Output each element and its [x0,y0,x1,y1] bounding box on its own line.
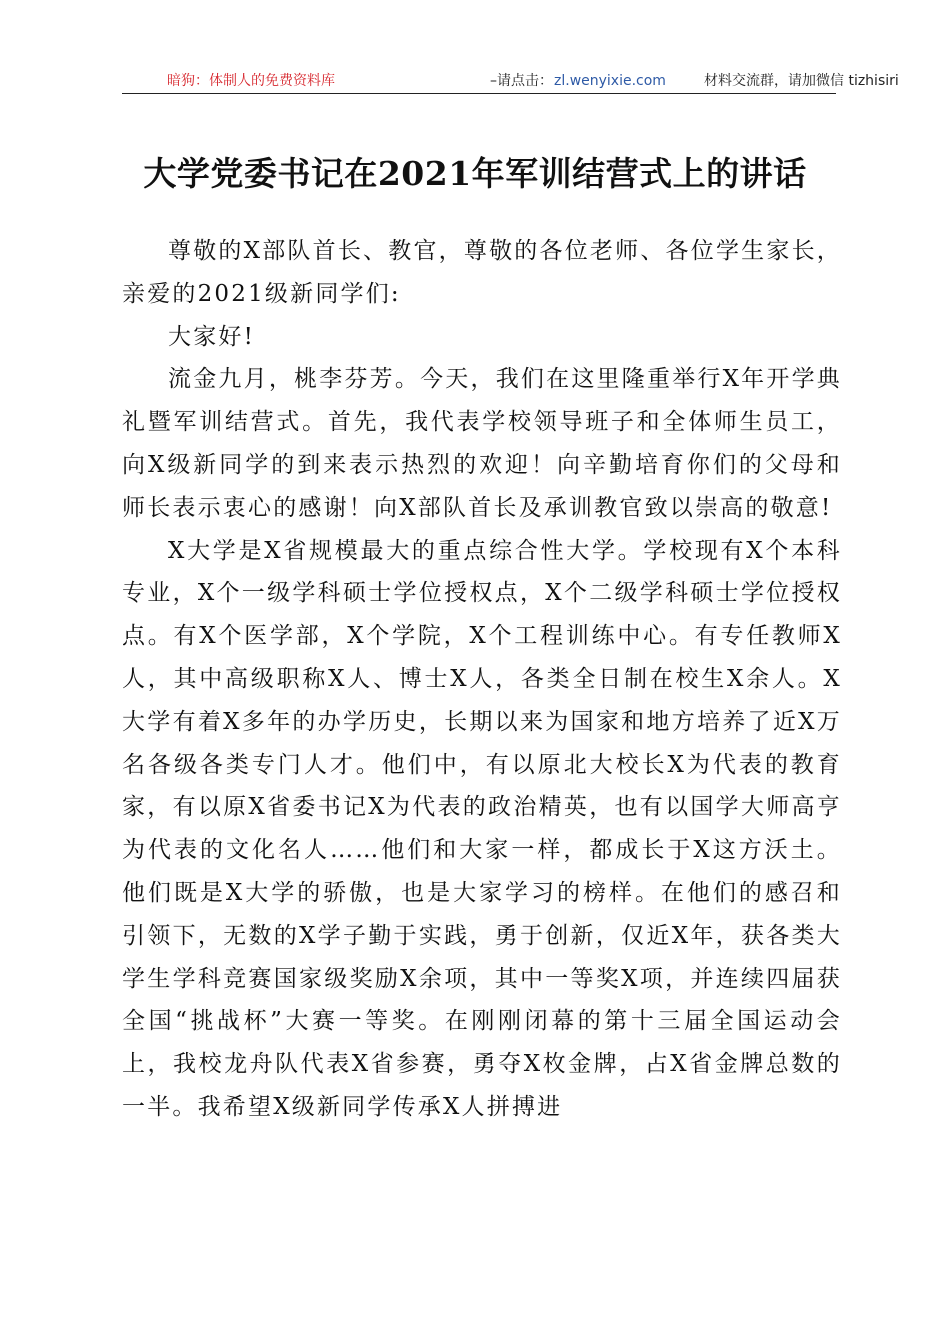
paragraph-university-intro: X大学是X省规模最大的重点综合性大学。学校现有X个本科专业，X个一级学科硕士学位授权点，X个二级学科硕士学位授权点。有X个医学部，X个学院，X个工程训练中心。有专任教师X人，其中高级职称X人、博士X人，各类全日制在校生X余人。X大学有着X多年的办学历史，长期以来为国家和地方培养了近X万名各级各类专门人才。他们中，有以原北大校长X为代表的教育家，有以原X省委书记X为代表的政治精英，也有以国学大师高亨为代表的文化名人……他们和大家一样，都成长于X这方沃土。他们既是X大学的骄傲，也是大家学习的榜样。在他们的感召和引领下，无数的X学子勤于实践，勇于创新，仅近X年，获各类大学生学科竞赛国家级奖励X余项，其中一等奖X项，并连续四届获全国“挑战杯”大赛一等奖。在刚刚闭幕的第十三届全国运动会上，我校龙舟队代表X省参赛，勇夺X枚金牌，占X省金牌总数的一半。我希望X级新同学传承X人拼搏进 [122,537,842,1120]
paragraph-salutation: 尊敬的X部队首长、教官，尊敬的各位老师、各位学生家长，亲爱的2021级新同学们: [122,238,842,307]
document-title: 大学党委书记在2021年军训结营式上的讲话 [143,154,807,193]
header-brand-text: 暗狗：体制人的免费资料库 [167,73,335,89]
paragraph-greeting: 大家好! [168,323,256,350]
paragraph-opening: 流金九月，桃李芬芳。今天，我们在这里隆重举行X年开学典礼暨军训结营式。首先，我代表学校领导班子和全体师生员工，向X级新同学的到来表示热烈的欢迎！向辛勤培育你们的父母和师长表示衷心的感谢！向X部队首长及承训教官致以崇高的敬意! [122,366,842,521]
document-body [122,230,842,1129]
page-header [122,64,899,94]
header-wechat-text: 材料交流群，请加微信 tizhisiri [704,73,899,89]
header-url-link[interactable]: zl.wenyixie.com [554,73,666,89]
header-divider [122,93,836,94]
header-prompt-text: –请点击： [490,73,553,89]
